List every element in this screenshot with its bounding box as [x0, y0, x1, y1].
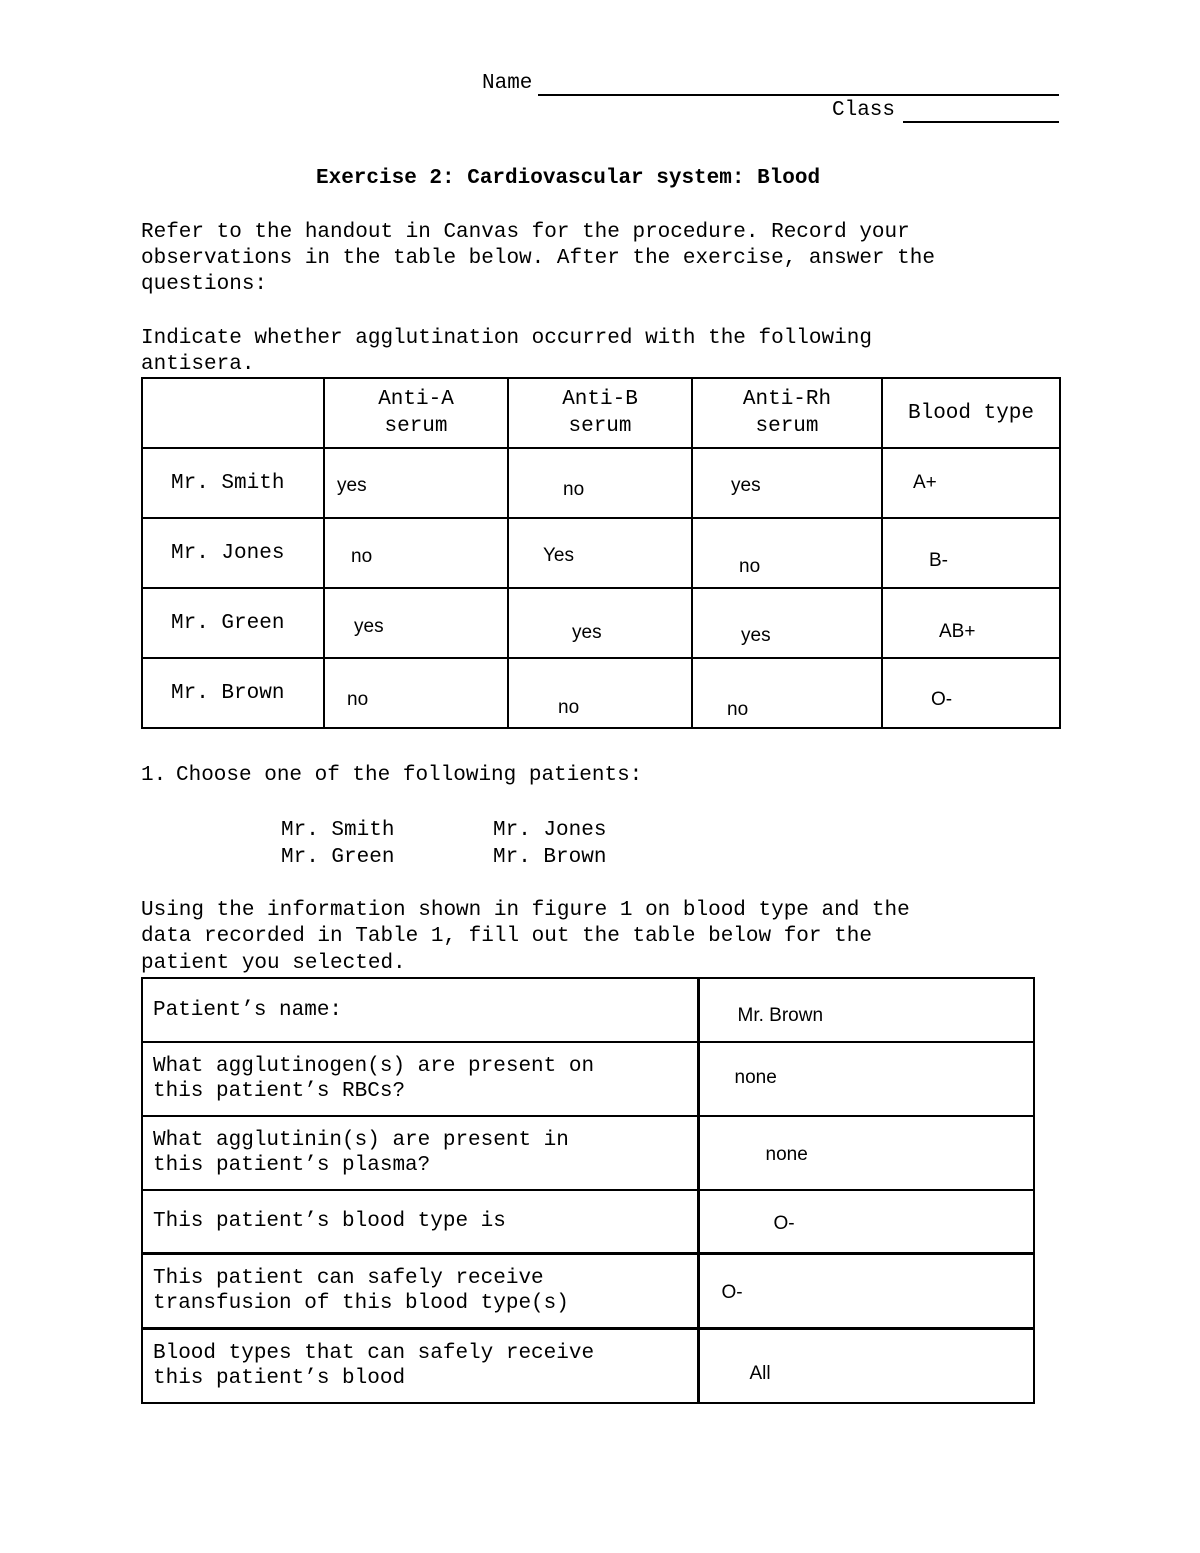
- blood-type-cell[interactable]: [882, 588, 1060, 658]
- question-cell: [142, 1254, 698, 1329]
- header-line: Anti-B: [562, 388, 638, 411]
- table-row: [142, 448, 1060, 518]
- blood-type-cell[interactable]: [882, 658, 1060, 728]
- handwritten-answer: no: [558, 697, 580, 718]
- blood-type-cell[interactable]: [882, 448, 1060, 518]
- handwritten-answer: no: [351, 546, 373, 567]
- handwritten-answer: yes: [572, 622, 602, 643]
- empty-header-cell: [142, 378, 324, 448]
- name-field-line[interactable]: [538, 94, 1059, 96]
- patient-option-jones: Mr. Jones: [493, 819, 607, 842]
- question-cell: [142, 1329, 698, 1404]
- question-line: This patient can safely receive: [153, 1267, 544, 1290]
- intro-line-3: questions:: [141, 273, 268, 296]
- instruction2-line-2: data recorded in Table 1, fill out the table below for the: [141, 925, 872, 948]
- handwritten-answer: no: [739, 556, 761, 577]
- table-row: [142, 978, 1034, 1042]
- header-anti-a: [324, 378, 508, 448]
- handwritten-answer: yes: [731, 475, 761, 496]
- patient-option-smith: Mr. Smith: [281, 819, 395, 842]
- question-1-number: 1.: [141, 764, 167, 787]
- handwritten-answer: none: [765, 1144, 808, 1165]
- anti-b-cell[interactable]: [508, 518, 692, 588]
- answer-cell[interactable]: [698, 1042, 1034, 1116]
- handwritten-answer: O-: [773, 1213, 795, 1234]
- question-line: Patient’s name:: [153, 998, 343, 1022]
- handwritten-answer: no: [563, 479, 585, 500]
- table-header-row: [142, 378, 1060, 448]
- anti-a-cell[interactable]: [324, 658, 508, 728]
- answer-cell[interactable]: [698, 1116, 1034, 1190]
- handwritten-answer: yes: [337, 475, 367, 496]
- handwritten-answer: Mr. Brown: [737, 1005, 824, 1026]
- handwritten-answer: Yes: [543, 545, 574, 566]
- question-1-text: Choose one of the following patients:: [176, 764, 643, 787]
- question-line: transfusion of this blood type(s): [153, 1292, 569, 1315]
- table-row: [142, 1190, 1034, 1254]
- header-line: Anti-Rh: [742, 388, 832, 411]
- intro-line-2: observations in the table below. After the exercise, answer the: [141, 247, 935, 270]
- patient-name-cell: Mr. Green: [142, 588, 324, 658]
- header-line: Blood type: [907, 401, 1035, 425]
- anti-a-cell[interactable]: [324, 448, 508, 518]
- anti-rh-cell[interactable]: [692, 658, 882, 728]
- header-anti-b: [508, 378, 692, 448]
- anti-b-cell[interactable]: [508, 658, 692, 728]
- patient-name-cell: Mr. Smith: [142, 448, 324, 518]
- answer-cell[interactable]: [698, 978, 1034, 1042]
- header-line: serum: [755, 415, 819, 438]
- instruction2-line-3: patient you selected.: [141, 952, 406, 975]
- table-row: [142, 658, 1060, 728]
- class-label: Class: [832, 99, 896, 122]
- handwritten-answer: yes: [354, 616, 384, 637]
- table-row: [142, 518, 1060, 588]
- patient-details-table: [141, 977, 1035, 1404]
- table-row: [142, 1042, 1034, 1116]
- handwritten-answer: O-: [721, 1282, 743, 1303]
- anti-a-cell[interactable]: [324, 588, 508, 658]
- agglutination-table: [141, 377, 1061, 729]
- patient-name-cell: Mr. Jones: [142, 518, 324, 588]
- table-row: [142, 1329, 1034, 1404]
- patient-option-green: Mr. Green: [281, 846, 395, 869]
- header-line: serum: [384, 415, 448, 438]
- anti-rh-cell[interactable]: [692, 518, 882, 588]
- question-line: What agglutinin(s) are present in: [153, 1129, 569, 1152]
- question-line: this patient’s RBCs?: [153, 1080, 406, 1103]
- blood-type-cell[interactable]: [882, 518, 1060, 588]
- answer-cell[interactable]: [698, 1190, 1034, 1254]
- handwritten-answer: O-: [931, 689, 953, 710]
- header-anti-rh: [692, 378, 882, 448]
- question-cell: [142, 1042, 698, 1116]
- handwritten-answer: none: [734, 1067, 777, 1088]
- table-row: [142, 1116, 1034, 1190]
- intro-line-1: Refer to the handout in Canvas for the procedure. Record your: [141, 221, 910, 244]
- answer-cell[interactable]: [698, 1329, 1034, 1404]
- handwritten-answer: AB+: [939, 621, 976, 642]
- handwritten-answer: B-: [929, 550, 948, 571]
- handwritten-answer: A+: [913, 472, 937, 493]
- instruction-line-1: Indicate whether agglutination occurred with the following: [141, 327, 872, 350]
- anti-rh-cell[interactable]: [692, 448, 882, 518]
- header-line: Anti-A: [378, 388, 454, 411]
- header-line: serum: [568, 415, 632, 438]
- anti-b-cell[interactable]: [508, 588, 692, 658]
- instruction-line-2: antisera.: [141, 353, 255, 376]
- class-field-line[interactable]: [903, 121, 1059, 123]
- patient-option-brown: Mr. Brown: [493, 846, 607, 869]
- header-blood-type: [882, 378, 1060, 448]
- page-title: Exercise 2: Cardiovascular system: Blood: [316, 167, 821, 190]
- question-line: This patient’s blood type is: [153, 1210, 506, 1233]
- name-label: Name: [482, 72, 533, 95]
- answer-cell[interactable]: [698, 1254, 1034, 1329]
- patient-name-cell: Mr. Brown: [142, 658, 324, 728]
- table-row: [142, 588, 1060, 658]
- anti-a-cell[interactable]: [324, 518, 508, 588]
- question-cell: [142, 1116, 698, 1190]
- handwritten-answer: no: [727, 699, 749, 720]
- anti-rh-cell[interactable]: [692, 588, 882, 658]
- table-row: [142, 1254, 1034, 1329]
- handwritten-answer: no: [347, 689, 369, 710]
- question-cell: [142, 1190, 698, 1254]
- instruction2-line-1: Using the information shown in figure 1 on blood type and the: [141, 899, 910, 922]
- question-line: Blood types that can safely receive: [153, 1342, 595, 1365]
- question-line: this patient’s plasma?: [153, 1154, 431, 1177]
- question-line: this patient’s blood: [153, 1367, 406, 1390]
- anti-b-cell[interactable]: [508, 448, 692, 518]
- question-line: What agglutinogen(s) are present on: [153, 1055, 595, 1078]
- question-cell: [142, 978, 698, 1042]
- handwritten-answer: yes: [741, 625, 771, 646]
- handwritten-answer: All: [749, 1363, 771, 1384]
